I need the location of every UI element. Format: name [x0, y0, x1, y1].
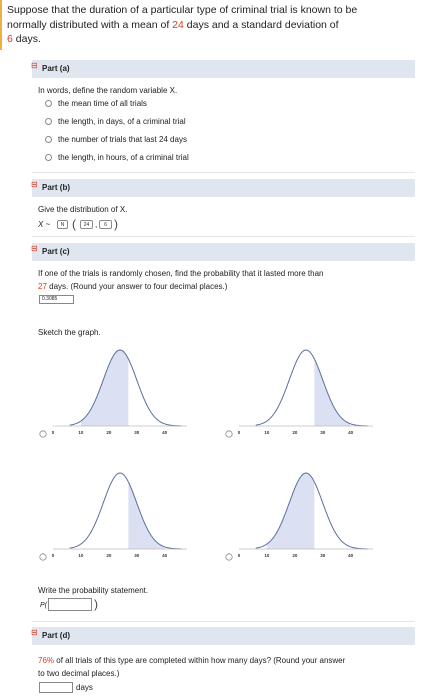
- x-tick-label: 40: [162, 430, 168, 435]
- x-tick-label: 10: [264, 430, 270, 435]
- collapse-icon[interactable]: ⊟: [31, 61, 38, 70]
- part-d-header[interactable]: [32, 627, 415, 645]
- option-3-label[interactable]: the number of trials that last 24 days: [58, 135, 187, 144]
- question-line-4: days.: [15, 33, 41, 45]
- graph-option-3: [39, 465, 194, 565]
- graph-radio[interactable]: [40, 431, 46, 437]
- x-tick-label: 20: [106, 430, 112, 435]
- option-1-label[interactable]: the mean time of all trials: [58, 99, 147, 108]
- part-d-title: Part (d): [42, 631, 70, 640]
- radio-option-3[interactable]: [45, 136, 52, 143]
- part-c-title: Part (c): [42, 247, 70, 256]
- radio-option-1[interactable]: [45, 100, 52, 107]
- option-2-label[interactable]: the length, in days, of a criminal trial: [58, 117, 186, 126]
- days-unit-label: days: [76, 683, 93, 692]
- collapse-icon[interactable]: ⊟: [31, 244, 38, 253]
- prob-prefix: P(: [40, 602, 47, 609]
- collapse-icon[interactable]: ⊟: [31, 628, 38, 637]
- part-c-prompt-1: If one of the trials is randomly chosen, find the probability that it lasted more than: [38, 269, 324, 278]
- option-4-label[interactable]: the length, in hours, of a criminal trial: [58, 153, 189, 162]
- x-tick-label: 0: [51, 553, 55, 558]
- x-tick-label: 10: [78, 553, 84, 558]
- divider: [32, 236, 415, 237]
- percent-value: 76%: [38, 656, 55, 665]
- question-line-1: Suppose that the duration of a particular type of criminal trial is known to be: [7, 4, 358, 16]
- days-answer-input[interactable]: [39, 682, 73, 693]
- graph-option-2: [225, 342, 380, 442]
- probability-answer-input[interactable]: 0.3085: [39, 295, 74, 304]
- part-b-header[interactable]: [32, 179, 415, 197]
- normal-curve: [70, 473, 182, 549]
- x-tick-label: 30: [134, 553, 140, 558]
- graph-radio[interactable]: [40, 554, 46, 560]
- graph-option-4: [225, 465, 380, 565]
- x-tick-label: 40: [348, 553, 354, 558]
- divider: [32, 621, 415, 622]
- x-tick-label: 0: [51, 430, 55, 435]
- x-tick-label: 40: [348, 430, 354, 435]
- close-paren: ): [94, 597, 98, 611]
- graph-radio[interactable]: [226, 431, 232, 437]
- part-b-prompt: Give the distribution of X.: [38, 205, 128, 214]
- radio-option-2[interactable]: [45, 118, 52, 125]
- param-mean-input[interactable]: 24: [80, 220, 93, 229]
- part-b-title: Part (b): [42, 183, 70, 192]
- x-tick-label: 10: [78, 430, 84, 435]
- x-tick-label: 20: [292, 553, 298, 558]
- sd-value: 6: [7, 33, 13, 45]
- part-a-header[interactable]: [32, 60, 415, 78]
- open-paren: (: [72, 217, 76, 231]
- question-line-3: days and a standard deviation of: [186, 18, 339, 31]
- normal-curve: [256, 350, 368, 426]
- part-d-prompt-1: of all trials of this type are completed within how many days? (Round your answer: [56, 656, 346, 665]
- x-tick-label: 30: [134, 430, 140, 435]
- question-stem: [0, 0, 425, 50]
- probability-statement-label: Write the probability statement.: [38, 586, 149, 595]
- shaded-region: [267, 473, 314, 549]
- graph-radio[interactable]: [226, 554, 232, 560]
- x-tick-label: 20: [106, 553, 112, 558]
- collapse-icon[interactable]: ⊟: [31, 180, 38, 189]
- part-a-title: Part (a): [42, 64, 70, 73]
- graph-option-1: [39, 342, 194, 442]
- x-tick-label: 40: [162, 553, 168, 558]
- radio-option-4[interactable]: [45, 154, 52, 161]
- mean-value: 24: [172, 18, 184, 31]
- x-tick-label: 0: [237, 553, 241, 558]
- param-separator: ,: [95, 220, 98, 229]
- distribution-lhs: X ~: [38, 220, 51, 229]
- x-tick-label: 20: [292, 430, 298, 435]
- question-text: [2, 0, 425, 47]
- divider: [32, 172, 415, 173]
- part-c-prompt-2: days. (Round your answer to four decimal places.): [49, 282, 228, 291]
- probability-statement-input[interactable]: [48, 598, 92, 611]
- threshold-value: 27: [38, 282, 47, 291]
- shaded-region: [314, 359, 350, 426]
- shaded-region: [81, 350, 128, 426]
- part-c-header[interactable]: [32, 243, 415, 261]
- close-paren: ): [114, 217, 118, 231]
- x-tick-label: 0: [237, 430, 241, 435]
- sketch-label: Sketch the graph.: [38, 328, 101, 337]
- part-d-prompt-2: to two decimal places.): [38, 669, 120, 678]
- question-line-2: normally distributed with a mean of: [7, 18, 170, 31]
- x-tick-label: 30: [320, 430, 326, 435]
- part-a-prompt: In words, define the random variable X.: [38, 86, 178, 95]
- param-sd-input[interactable]: 6: [99, 220, 112, 229]
- distribution-select[interactable]: N: [57, 220, 68, 229]
- x-tick-label: 30: [320, 553, 326, 558]
- x-tick-label: 10: [264, 553, 270, 558]
- shaded-region: [128, 482, 164, 549]
